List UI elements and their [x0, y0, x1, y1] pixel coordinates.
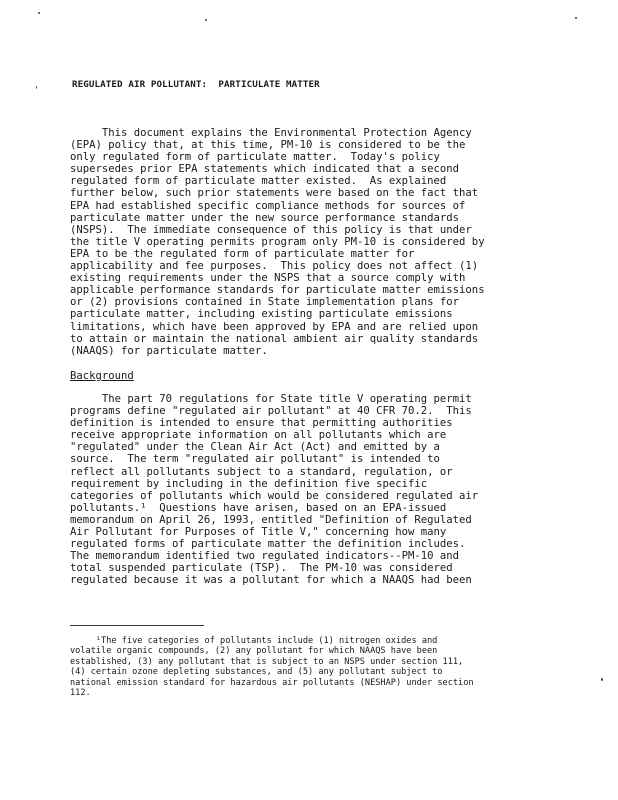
scan-speck-icon	[38, 12, 40, 14]
footnote-divider	[70, 625, 204, 626]
scan-speck-icon	[601, 678, 603, 681]
background-paragraph: The part 70 regulations for State title V operating permit programs define "regulated air pollutant" at 40 CFR 70.2. This definition is intended to ensure that permitting authorities receive appropriate information on all pollutants which are "regulated" under the Clean Air Act (Act) and emitted by a source. The term "regulated air pollutant" is intended to reflect all pollutants subject to a standard, regulation, or requirement by including in the definition five specific categories of pollutants which would be considered regulated air pollutants.¹ Questions have arisen, based on an EPA-issued memorandum on April 26, 1993, entitled "Definition of Regulated Air Pollutant for Purposes of Title V," concerning how many regulated forms of particulate matter the definition includes. The memorandum identified two regulated indicators--PM-10 and total suspended particulate (TSP). The PM-10 was considered regulated because it was a pollutant for which a NAAQS had been	[70, 393, 479, 587]
scan-speck-icon	[36, 86, 37, 89]
background-heading: Background	[70, 370, 134, 382]
document-title: REGULATED AIR POLLUTANT: PARTICULATE MATTER	[72, 79, 320, 90]
scan-speck-icon	[205, 19, 207, 21]
scan-speck-icon	[575, 17, 577, 19]
footnote: ¹The five categories of pollutants include (1) nitrogen oxides and volatile organic compounds, (2) any pollutant for which NAAQS have been established, (3) any pollutant that is subject to an NSPS under section 111, (4) certain ozone depleting substances, and (5) any pollutant subject to national emission standard for hazardous air pollutants (NESHAP) under section 112.	[70, 636, 474, 699]
intro-paragraph: This document explains the Environmental Protection Agency (EPA) policy that, at this time, PM-10 is considered to be the only regulated form of particulate matter. Today's policy supersedes prior EPA statements which indicated that a second regulated form of particulate matter existed. As explained further below, such prior statements were based on the fact that EPA had established specific compliance methods for sources of particulate matter under the new source performance standards (NSPS). The immediate consequence of this policy is that under the title V operating permits program only PM-10 is considered by EPA to be the regulated form of particulate matter for applicability and fee purposes. This policy does not affect (1) existing requirements under the NSPS that a source comply with applicable performance standards for particulate matter emissions or (2) provisions contained in State implementation plans for particulate matter, including existing particulate emissions limitations, which have been approved by EPA and are relied upon to attain or maintain the national ambient air quality standards (NAAQS) for particulate matter.	[70, 127, 485, 357]
